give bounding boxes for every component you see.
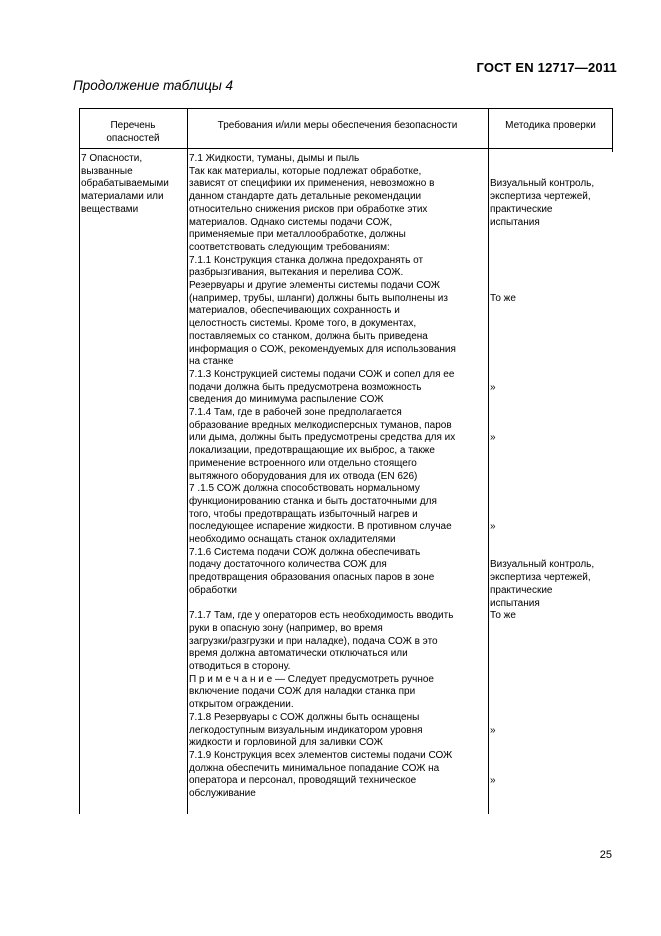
- requirement-line: руки в опасную зону (например, во время: [189, 622, 383, 634]
- requirement-line: данном стандарте дать детальные рекомендации: [189, 191, 422, 203]
- hazard-line: 7 Опасности,: [81, 153, 143, 164]
- requirement-line: 7.1.7 Там, где у операторов есть необходимость вводить: [189, 610, 454, 622]
- requirement-line: включение подачи СОЖ для наладки станка при: [189, 686, 416, 698]
- requirement-line: обработки: [189, 584, 238, 596]
- column-divider-1: [187, 108, 188, 814]
- requirement-line: последующее испарение жидкости. В противном случае: [189, 521, 452, 533]
- column-header-hazards: Перечень опасностей: [106, 120, 160, 144]
- requirement-line: зависят от специфики их применения, невозможно в: [189, 178, 435, 190]
- requirement-line: того, чтобы предотвращать избыточный нагрев и: [189, 508, 418, 520]
- requirement-line: Резервуары и другие элементы системы подачи СОЖ: [189, 280, 441, 291]
- requirement-line: локализации, предотвращающие их выброс, а также: [189, 445, 435, 457]
- requirement-line: образование вредных мелкодисперсных туманов, паров: [189, 419, 452, 431]
- hazard-line: обрабатываемыми: [81, 178, 169, 190]
- table-caption: Продолжение таблицы 4: [73, 78, 234, 93]
- requirement-line: загрузки/разгрузки и при наладке), подача СОЖ в это: [189, 635, 438, 647]
- column-header-requirements: Требования и/или меры обеспечения безопасности: [217, 120, 458, 131]
- requirement-line: П р и м е ч а н и е — Следует предусмотреть ручное: [189, 673, 434, 685]
- requirement-line: применяемые при металлообработке, должны: [189, 229, 406, 241]
- requirement-line: соответствовать следующим требованиям:: [189, 241, 390, 253]
- requirement-line: подачу достаточного количества СОЖ для: [189, 559, 387, 571]
- requirement-line: 7.1.8 Резервуары с СОЖ должны быть оснащены: [189, 711, 420, 723]
- hazard-line: вызванные: [81, 165, 133, 177]
- table-top-border: [79, 108, 613, 109]
- requirement-line: необходимо оснащать станок охладителями: [189, 534, 396, 545]
- method-line: »: [490, 432, 496, 444]
- requirement-line: целостность системы. Кроме того, в документах,: [189, 318, 417, 330]
- document-code: ГОСТ EN 12717—2011: [476, 60, 617, 75]
- method-line: »: [490, 775, 496, 787]
- requirement-line: 7.1.1 Конструкция станка должна предохранять от: [189, 254, 424, 266]
- column-header-method: Методика проверки: [505, 120, 596, 131]
- requirements-table: [79, 108, 613, 814]
- requirement-line: 7.1.9 Конструкция всех элементов системы подачи СОЖ: [189, 749, 453, 761]
- method-line: испытания: [490, 597, 540, 609]
- method-line: Визуальный контроль,: [490, 559, 595, 571]
- requirement-line: на станке: [189, 356, 234, 368]
- header-bottom-border: [79, 148, 613, 149]
- requirement-line: относительно снижения рисков при обработке этих: [189, 203, 428, 215]
- method-line: Визуальный контроль,: [490, 178, 595, 190]
- requirement-line: поставляемых со станком, должна быть приведена: [189, 330, 428, 342]
- hazard-line: веществами: [81, 203, 139, 215]
- requirement-line: жидкости и горловиной для заливки СОЖ: [189, 737, 383, 749]
- requirement-line: применение встроенного или отдельно стоящего: [189, 457, 417, 469]
- method-line: экспертиза чертежей,: [490, 572, 591, 584]
- requirement-line: или дыма, должны быть предусмотрены средства для их: [189, 432, 456, 444]
- method-line: экспертиза чертежей,: [490, 191, 591, 203]
- requirement-line: вытяжного оборудования для их отвода (EN 626): [189, 470, 418, 482]
- method-line: »: [490, 724, 496, 736]
- requirement-line: Так как материалы, которые подлежат обработке,: [189, 165, 422, 177]
- method-line: практические: [490, 203, 553, 215]
- requirement-line: обслуживание: [189, 788, 256, 799]
- requirement-line: функционированию станка и быть достаточными для: [189, 495, 437, 507]
- hazard-line: материалами или: [81, 191, 164, 203]
- requirement-line: предотвращения образования опасных паров в зоне: [189, 572, 435, 584]
- method-line: »: [490, 521, 496, 533]
- requirement-line: информация о СОЖ, рекомендуемых для использования: [189, 343, 456, 355]
- requirement-line: сведения до минимума распыление СОЖ: [189, 394, 384, 406]
- requirement-line: должна обеспечить минимальное попадание СОЖ на: [189, 762, 440, 774]
- requirement-line: отводиться в сторону.: [189, 661, 291, 672]
- method-line: практические: [490, 584, 553, 596]
- table-left-border: [79, 108, 80, 814]
- method-line: испытания: [490, 216, 540, 228]
- requirement-line: (например, трубы, шланги) должны быть выполнены из: [189, 292, 448, 304]
- requirement-line: открытом ограждении.: [189, 699, 294, 711]
- requirement-line: материалов. Однако системы подачи СОЖ,: [189, 216, 393, 228]
- requirement-line: 7.1.4 Там, где в рабочей зоне предполагается: [189, 407, 402, 418]
- requirement-line: разбрызгивания, вытекания и перелива СОЖ.: [189, 267, 404, 279]
- requirement-line: время должна автоматически отключаться или: [189, 648, 408, 660]
- method-line: То же: [490, 292, 516, 304]
- requirement-line: подачи должна быть предусмотрена возможность: [189, 381, 422, 393]
- requirement-line: легкодоступным визуальным индикатором уровня: [189, 724, 423, 736]
- requirement-line: 7 .1.5 СОЖ должна способствовать нормальному: [189, 483, 420, 495]
- requirement-line: 7.1.6 Система подачи СОЖ должна обеспечивать: [189, 546, 421, 558]
- method-line: То же: [490, 610, 516, 622]
- requirement-line: 7.1.3 Конструкцией системы подачи СОЖ и сопел для ее: [189, 368, 455, 380]
- requirement-line: 7.1 Жидкости, туманы, дымы и пыль: [189, 153, 360, 164]
- method-line: »: [490, 381, 496, 393]
- page-number: 25: [599, 849, 612, 861]
- requirement-line: материалов, обеспечивающих сохранность и: [189, 305, 400, 317]
- column-divider-2: [488, 108, 489, 814]
- requirement-line: оператора и персонал, проводящий техническое: [189, 775, 417, 787]
